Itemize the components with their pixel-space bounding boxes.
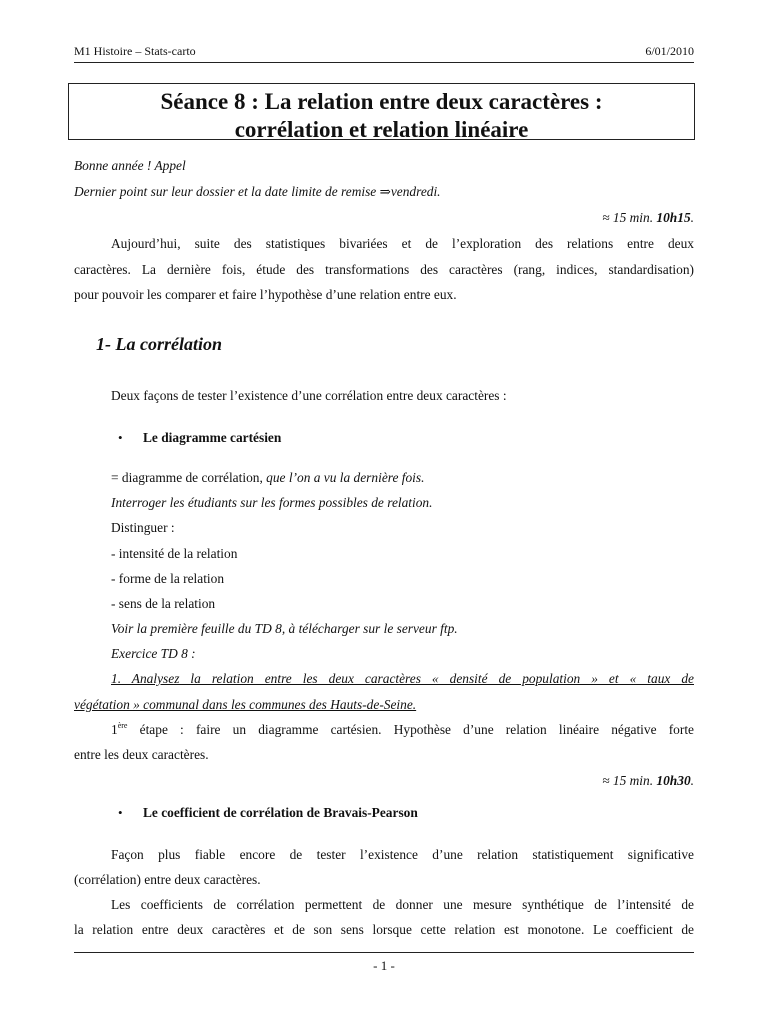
- bullet-2-title: Le coefficient de corrélation de Bravais-Pearson: [143, 805, 418, 820]
- b1-line-7: Voir la première feuille du TD 8, à télécharger sur le serveur ftp.: [111, 621, 458, 636]
- p3-line-1: Les coefficients de corrélation permettent de donner une mesure synthétique de l’intensité de: [111, 897, 694, 912]
- step-superscript: ère: [117, 721, 128, 730]
- b1-line-6: - sens de la relation: [111, 596, 216, 611]
- b1-line-1-text: = diagramme de corrélation,: [111, 470, 267, 485]
- title-line-1: Séance 8 : La relation entre deux caractères :: [160, 89, 603, 114]
- implies-arrow-icon: ⇒: [379, 184, 391, 199]
- intro-line-1: Bonne année ! Appel: [74, 158, 186, 173]
- time-marker-1: [602, 210, 694, 225]
- exercise-line-1: 1. Analysez la relation entre les deux caractères « densité de population » et « taux de: [111, 671, 694, 686]
- header-date: 6/01/2010: [645, 44, 694, 58]
- section-1-lead: Deux façons de tester l’existence d’une corrélation entre deux caractères :: [111, 388, 507, 403]
- step-number: 1: [111, 722, 118, 737]
- b1-line-3: Distinguer :: [111, 520, 175, 535]
- b1-line-1-italic: que l’on a vu la dernière fois.: [266, 470, 425, 485]
- footer-divider: [74, 952, 694, 953]
- step-line-2: entre les deux caractères.: [74, 747, 209, 762]
- b1-line-2: Interroger les étudiants sur les formes possibles de relation.: [111, 495, 433, 510]
- bullet-icon: •: [118, 805, 123, 820]
- title-box: [68, 83, 695, 140]
- page-header: [74, 44, 694, 59]
- time-1-clock: 10h15: [656, 210, 691, 225]
- p2-line-2: (corrélation) entre deux caractères.: [74, 872, 261, 887]
- p2-line-1: Façon plus fiable encore de tester l’existence d’une relation statistiquement significative: [111, 847, 694, 862]
- b1-line-5: - forme de la relation: [111, 571, 225, 586]
- time-2-dot: .: [690, 773, 694, 788]
- bullet-1-title: Le diagramme cartésien: [143, 430, 282, 445]
- step-line-1-text: étape : faire un diagramme cartésien. Hypothèse d’une relation linéaire négative forte: [127, 722, 694, 737]
- exercise-line-2: végétation » communal dans les communes des Hauts-de-Seine.: [74, 697, 417, 712]
- b1-line-4: - intensité de la relation: [111, 546, 238, 561]
- page-number: - 1 -: [373, 958, 395, 973]
- time-marker-2: [602, 773, 694, 788]
- time-1-approx: ≈ 15 min.: [602, 210, 657, 225]
- intro-line-2-text: Dernier point sur leur dossier et la date limite de remise: [74, 184, 380, 199]
- intro-line-2: [74, 184, 441, 199]
- bullet-icon: •: [118, 430, 123, 445]
- b1-line-8: Exercice TD 8 :: [111, 646, 196, 661]
- header-course: M1 Histoire – Stats-carto: [74, 44, 196, 58]
- time-1-dot: .: [690, 210, 694, 225]
- p3-line-2: la relation entre deux caractères et de son sens lorsque cette relation est monotone. Le coefficient de: [74, 922, 694, 937]
- para1-line-3: pour pouvoir les comparer et faire l’hypothèse d’une relation entre eux.: [74, 287, 457, 302]
- time-2-clock: 10h30: [656, 773, 691, 788]
- step-line-1: [74, 722, 694, 737]
- section-1-heading: 1- La corrélation: [96, 334, 222, 354]
- header-divider: [74, 62, 694, 63]
- intro-line-2-end: vendredi.: [390, 184, 441, 199]
- b1-line-1: [111, 470, 424, 485]
- para1-line-1: Aujourd’hui, suite des statistiques bivariées et de l’exploration des relations entre deux: [111, 236, 694, 251]
- time-2-approx: ≈ 15 min.: [602, 773, 657, 788]
- title-line-2: corrélation et relation linéaire: [234, 117, 529, 142]
- para1-line-2: caractères. La dernière fois, étude des transformations des caractères (rang, indices, standardisation): [74, 262, 694, 277]
